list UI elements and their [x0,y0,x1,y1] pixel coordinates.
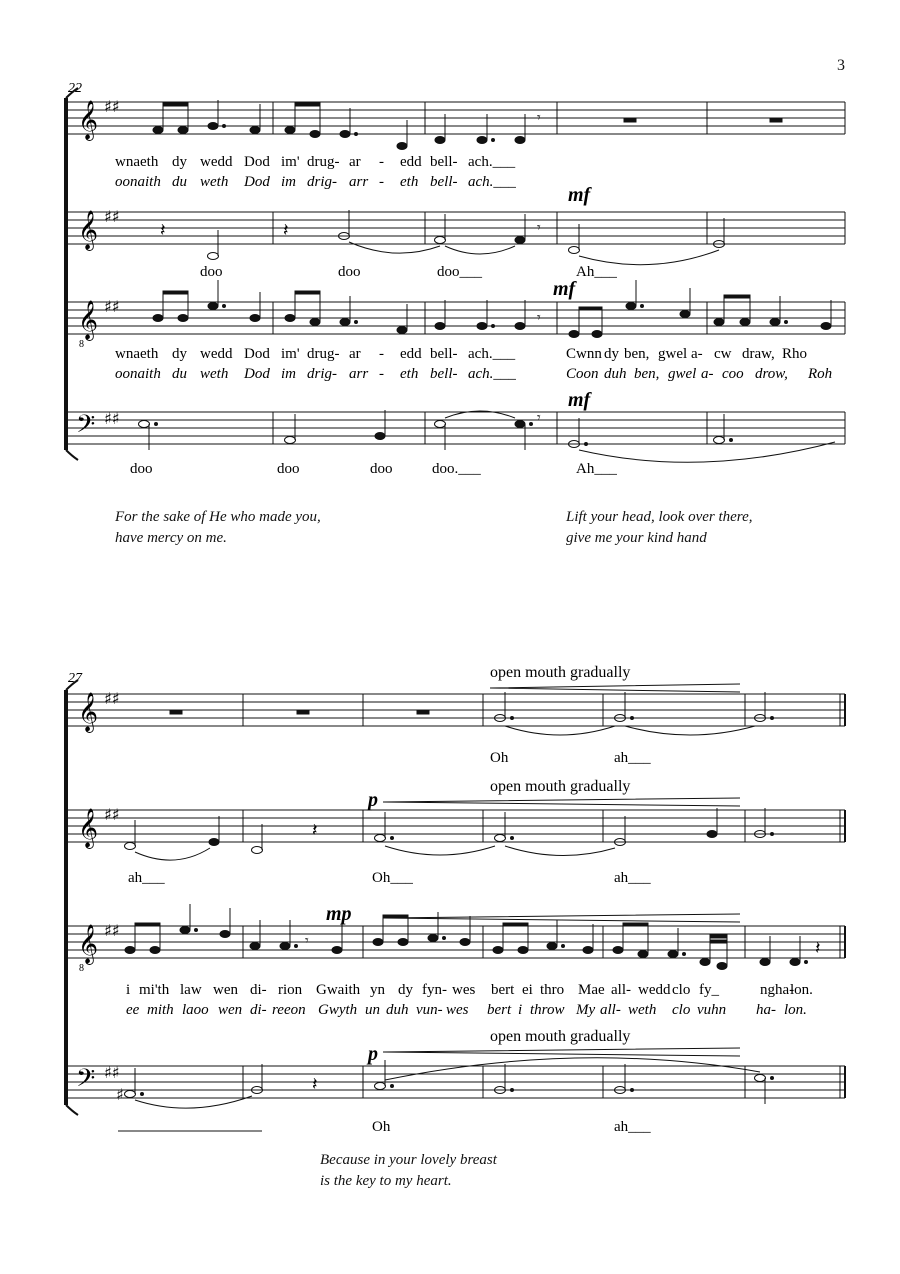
lyric-line: wnaeth dy wedd Dod im' drug- ar - edd bell- ach.___ Cwnn dy ben, gwel a- cw draw, Rho [115,346,808,362]
lyric-line-italic: oonaith du weth Dod im drig- arr - eth bell- ach.___ Coon duh ben, gwel a- coo drow, Roh [115,366,833,382]
soprano-notes [153,100,782,150]
translation-line: give me your kind hand [566,530,707,546]
lyric-line-italic: ee mith laoo wen di- reeon Gwyth un duh vun- wes bert i throw My all- weth clo vuhn ha- lon. [126,1002,807,1018]
staff-bass [68,1066,845,1098]
tenor-lyrics [126,982,813,1018]
dynamic-marking: p [368,789,378,811]
treble-clef-icon: 𝄞 [78,210,99,250]
translation-block [320,1150,497,1192]
rest-icon: 𝄾 [537,221,541,236]
bass-clef-icon: 𝄢 [76,410,96,445]
rest-icon: 𝄾 [305,934,309,949]
alto-lyrics [128,870,651,886]
direction-text: open mouth gradually [490,1028,631,1045]
dynamic-marking: mf [568,389,591,411]
direction-text: open mouth gradually [490,778,631,795]
key-signature: ♯♯ [104,805,120,824]
lyric-line: Oh ah___ [490,750,651,766]
translation-line: For the sake of He who made you, [115,509,321,525]
treble-clef-icon: 𝄞 [78,692,99,732]
treble-clef-icon: 𝄞 [78,100,99,140]
rest-icon: 𝄽 [815,938,821,958]
octave-mark: 8 [79,339,84,350]
staff-alto [68,212,845,244]
rest-icon: 𝄽 [283,220,289,240]
staff-bass [68,412,845,444]
translation-block [566,507,753,549]
lyric-line: Oh ah___ [372,1119,651,1135]
key-signature: ♯♯ [104,921,120,940]
rest-icon: 𝄽 [160,220,166,240]
rest-icon: 𝄾 [537,411,541,426]
dynamic-marking: mp [326,903,352,925]
hairpins [383,684,740,1056]
direction-text: open mouth gradually [490,664,631,681]
lyric-line: i mi'th law wen di- rion Gwaith yn dy fyn- wes bert ei thro Mae all- wedd clo fy_ ngha- lon. [126,982,813,998]
system-bracket [66,88,78,460]
dynamic-marking: mf [553,278,576,300]
system-bracket [66,680,78,1115]
translation-line: Lift your head, look over there, [566,509,753,525]
key-signature: ♯♯ [104,297,120,316]
key-signature: ♯♯ [104,409,120,428]
rest-icon: 𝄾 [537,111,541,126]
system-1 [66,81,845,477]
bass-lyrics [372,1119,651,1135]
staff-soprano [68,694,845,726]
bass-notes [116,1058,774,1108]
soprano-lyrics [490,750,651,766]
lyric-line: doo doo doo___ Ah___ [200,264,617,280]
octave-mark: 8 [79,963,84,974]
staff-alto [68,810,845,842]
measure-number: 22 [68,81,82,96]
bass-clef-icon: 𝄢 [76,1064,96,1099]
translation-line: have mercy on me. [115,530,227,546]
treble-clef-icon: 𝄞 [78,808,99,848]
bass-lyrics [130,461,617,477]
key-signature: ♯♯ [104,1063,120,1082]
dynamic-marking: p [368,1043,378,1065]
measure-number: 27 [68,671,82,686]
lyric-line: wnaeth dy wedd Dod im' drug- ar - edd bell- ach.___ [115,154,516,170]
translation-line: Because in your lovely breast [320,1152,497,1168]
svg-text:♯: ♯ [116,1085,124,1104]
tenor-notes [125,904,808,970]
key-signature: ♯♯ [104,207,120,226]
system-2 [66,664,845,1135]
tenor-notes [153,280,831,338]
key-signature: ♯♯ [104,97,120,116]
soprano-notes [170,692,774,735]
key-signature: ♯♯ [104,689,120,708]
translation-block [115,507,321,549]
lyric-line: ah___ Oh___ ah___ [128,870,651,886]
translation-line: is the key to my heart. [320,1173,452,1189]
page-number: 3 [837,57,845,74]
dynamic-marking: mf [568,184,591,206]
lyric-line-italic: oonaith du weth Dod im drig- arr - eth bell- ach.___ [115,174,516,190]
tenor-lyrics [115,346,832,382]
soprano-lyrics [115,154,516,190]
lyric-line: doo doo doo doo.___ Ah___ [130,461,617,477]
rest-icon: 𝄽 [312,1074,318,1094]
rest-icon: 𝄽 [312,820,318,840]
treble-clef-icon: 𝄞 [78,924,99,964]
rest-icon: 𝄾 [537,311,541,326]
treble-clef-icon: 𝄞 [78,300,99,340]
